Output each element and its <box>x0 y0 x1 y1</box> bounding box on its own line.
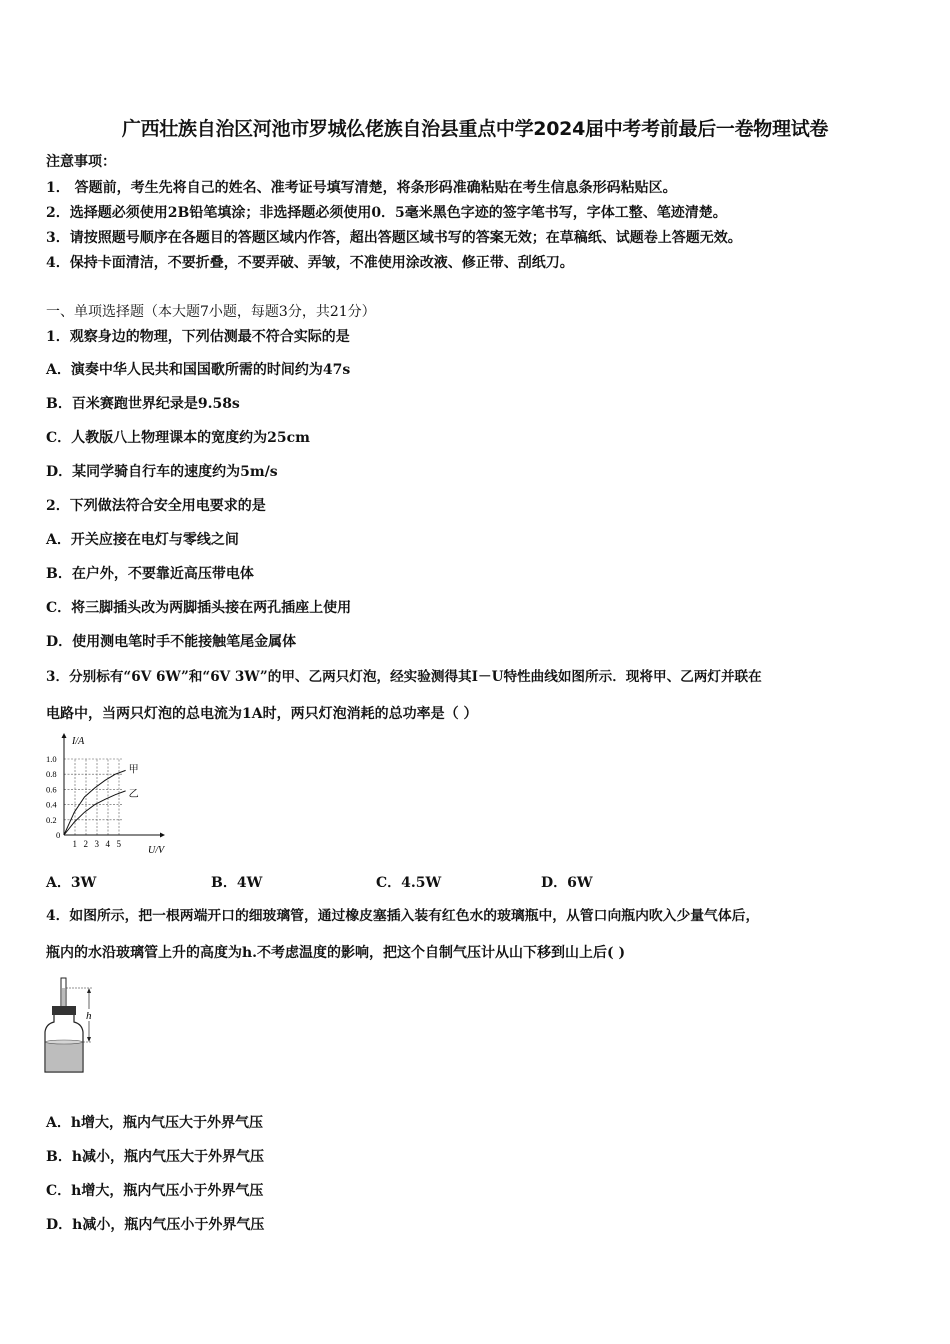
y-tick-label: 0.4 <box>46 799 57 810</box>
y-tick-label: 1.0 <box>46 754 57 764</box>
x-axis-arrow <box>160 833 165 838</box>
page-title: 广西壮族自治区河池市罗城仫佬族自治县重点中学2024届中考考前最后一卷物理试卷 <box>121 118 829 140</box>
x-tick-label: 1 <box>72 839 77 849</box>
y-axis-label: I/A <box>72 736 85 747</box>
y-tick-label: 0.8 <box>46 769 57 780</box>
question-4-option-a: A．h增大，瓶内气压大于外界气压 <box>46 1115 264 1131</box>
question-1-option-a: A．演奏中华人民共和国国歌所需的时间约为47s <box>46 362 351 378</box>
section-heading: 一、单项选择题（本大题7小题，每题3分，共21分） <box>46 304 376 320</box>
x-tick-label: 4 <box>105 839 110 849</box>
legend-label-jia: 甲 <box>128 764 139 776</box>
notice-item: 2．选择题必须使用2B铅笔填涂；非选择题必须使用0．5毫米黑色字迹的签字笔书写，字体工整、笔迹清楚。 <box>46 205 727 221</box>
x-tick-label: 5 <box>116 839 121 849</box>
question-3-option-c: C．4.5W <box>376 875 442 891</box>
bottle-water <box>46 1042 83 1071</box>
notice-item: 3．请按照题号顺序在各题目的答题区域内作答，超出答题区域书写的答案无效；在草稿纸、试题卷上答题无效。 <box>46 230 742 246</box>
x-tick-label: 2 <box>83 839 88 849</box>
barometer-figure <box>40 976 106 1078</box>
x-tick-label: 3 <box>94 839 99 849</box>
question-4-stem-line2: 瓶内的水沿玻璃管上升的高度为h.不考虑温度的影响，把这个自制气压计从山下移到山上后( ) <box>46 945 626 961</box>
series-line-jia <box>64 770 126 835</box>
question-2-option-a: A．开关应接在电灯与零线之间 <box>46 532 239 548</box>
series-line-yi <box>64 791 126 835</box>
y-tick-label: 0.6 <box>46 784 57 795</box>
y-tick-label: 0.2 <box>46 814 57 825</box>
iu-chart <box>44 733 184 859</box>
chart-series <box>64 770 126 835</box>
notice-item: 4．保持卡面清洁，不要折叠，不要弄破、弄皱，不准使用涂改液、修正带、刮纸刀。 <box>46 255 574 271</box>
question-4-stem-line1: 4．如图所示，把一根两端开口的细玻璃管，通过橡皮塞插入装有红色水的玻璃瓶中，从管口向瓶内吹入少量气体后， <box>46 908 760 924</box>
notice-heading: 注意事项： <box>46 154 116 170</box>
x-axis-label: U/V <box>148 845 165 856</box>
h-label: h <box>86 1010 92 1022</box>
question-1-option-c: C．人教版八上物理课本的宽度约为25cm <box>46 430 310 446</box>
question-2-option-d: D．使用测电笔时手不能接触笔尾金属体 <box>46 634 297 650</box>
question-3-stem-line2: 电路中，当两只灯泡的总电流为1A时，两只灯泡消耗的总功率是（ ） <box>46 706 478 722</box>
question-2-option-c: C．将三脚插头改为两脚插头接在两孔插座上使用 <box>46 600 352 616</box>
question-3-option-a: A．3W <box>46 875 97 891</box>
question-3-option-b: B．4W <box>211 875 263 891</box>
question-3-stem-line1: 3．分别标有“6V 6W”和“6V 3W”的甲、乙两只灯泡，经实验测得其I－U特性曲线如图所示．现将甲、乙两灯并联在 <box>46 669 762 685</box>
question-2-option-b: B．在户外，不要靠近高压带电体 <box>46 566 254 582</box>
legend-label-yi: 乙 <box>128 788 139 800</box>
question-2-stem: 2．下列做法符合安全用电要求的是 <box>46 498 266 514</box>
chart-axes <box>62 733 166 838</box>
question-1-stem: 1．观察身边的物理，下列估测最不符合实际的是 <box>46 329 350 345</box>
question-1-option-d: D．某同学骑自行车的速度约为5m/s <box>46 464 278 480</box>
question-4-option-b: B．h减小，瓶内气压大于外界气压 <box>46 1149 265 1165</box>
question-4-option-c: C．h增大，瓶内气压小于外界气压 <box>46 1183 264 1199</box>
rubber-stopper <box>52 1006 76 1015</box>
y-axis-arrow <box>62 733 67 738</box>
question-3-option-d: D．6W <box>541 875 593 891</box>
question-4-option-d: D．h减小，瓶内气压小于外界气压 <box>46 1217 265 1233</box>
notice-item: 1． 答题前，考生先将自己的姓名、准考证号填写清楚，将条形码准确粘贴在考生信息条形码粘贴区。 <box>46 180 677 196</box>
y-tick-label: 0 <box>56 830 61 840</box>
question-1-option-b: B．百米赛跑世界纪录是9.58s <box>46 396 240 412</box>
